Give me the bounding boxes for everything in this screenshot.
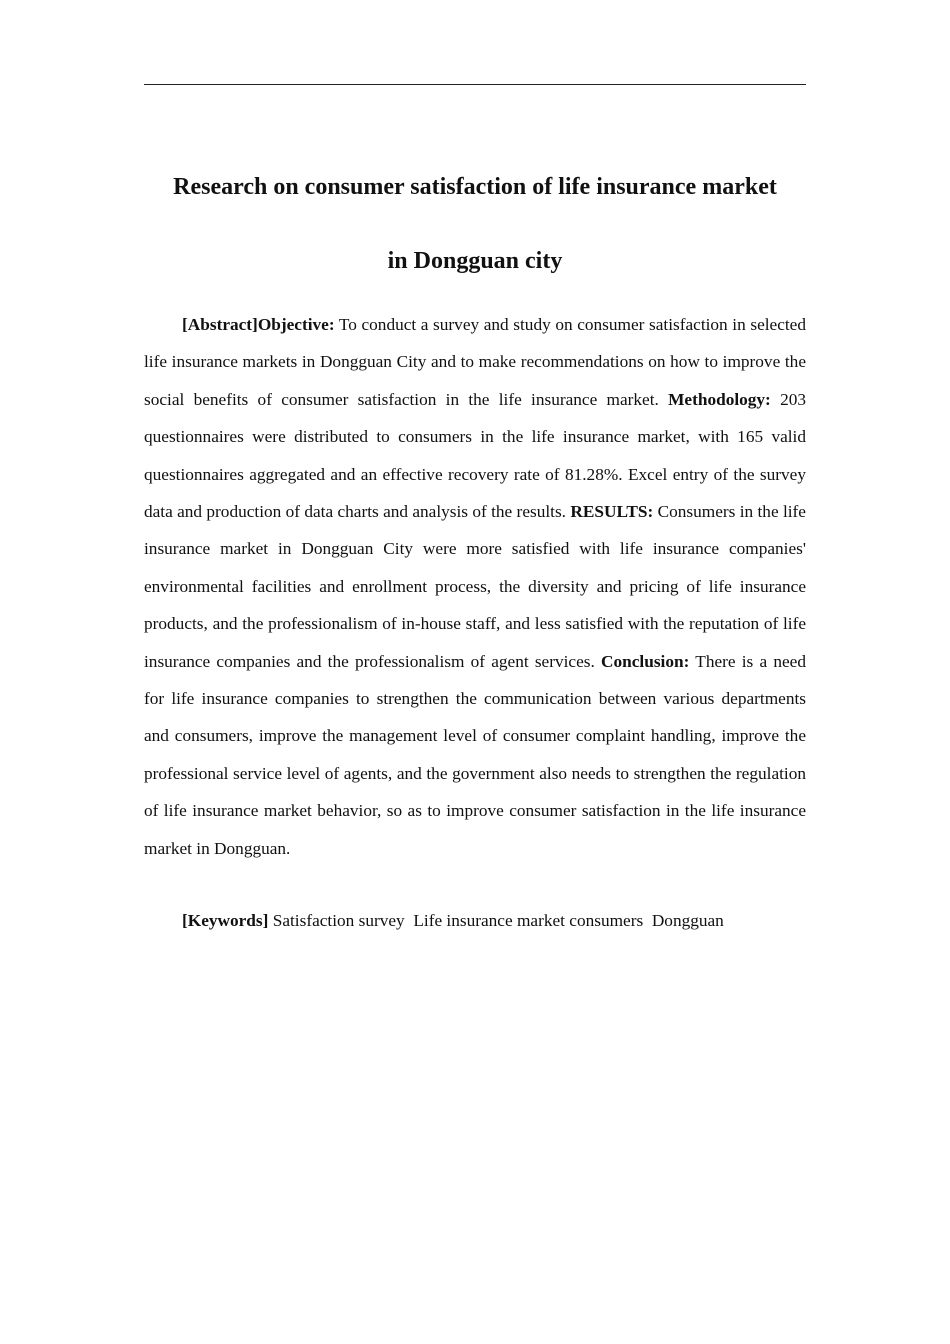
abstract-label: [Abstract] — [182, 315, 258, 334]
conclusion-label: Conclusion: — [601, 651, 690, 671]
conclusion-text: There is a need for life insurance companies to strengthen the communication between various departments and consumers, improve the management level of consumer complaint handling, improve the professional service level of agents, and the government also needs to strengthen the regulation of life insurance market behavior, so as to improve consumer satisfaction in the life insurance market in Dongguan. — [144, 651, 806, 858]
results-text: Consumers in the life insurance market in Dongguan City were more satisfied with life insurance companies' environmental facilities and enrollment process, the diversity and pricing of life insurance products, and the professionalism of in-house staff, and less satisfied with the reputation of life insurance companies and the professionalism of agent services. — [144, 502, 806, 671]
keywords-paragraph — [144, 902, 806, 939]
objective-text: To conduct a survey and study on consumer satisfaction in selected life insurance markets in Dongguan City and to make recommendations on how to improve the social benefits of consumer satisfaction in the life insurance market. — [144, 315, 806, 409]
paper-title — [144, 150, 806, 298]
keywords-label: [Keywords] — [182, 911, 269, 930]
title-line-2: in Dongguan city — [387, 248, 563, 274]
objective-label: Objective: — [257, 315, 335, 334]
title-line-1: Research on consumer satisfaction of life insurance market — [173, 174, 777, 200]
keywords-text: Satisfaction survey Life insurance market consumers Dongguan — [268, 911, 724, 930]
abstract-paragraph — [144, 306, 806, 867]
header-rule — [144, 84, 806, 85]
methodology-text: 203 questionnaires were distributed to consumers in the life insurance market, with 165 valid questionnaires aggregated and an effective recovery rate of 81.28%. Excel entry of the survey data and production of data charts and analysis of the results. — [144, 389, 807, 522]
methodology-label: Methodology: — [668, 389, 771, 409]
results-label: RESULTS: — [570, 502, 654, 522]
